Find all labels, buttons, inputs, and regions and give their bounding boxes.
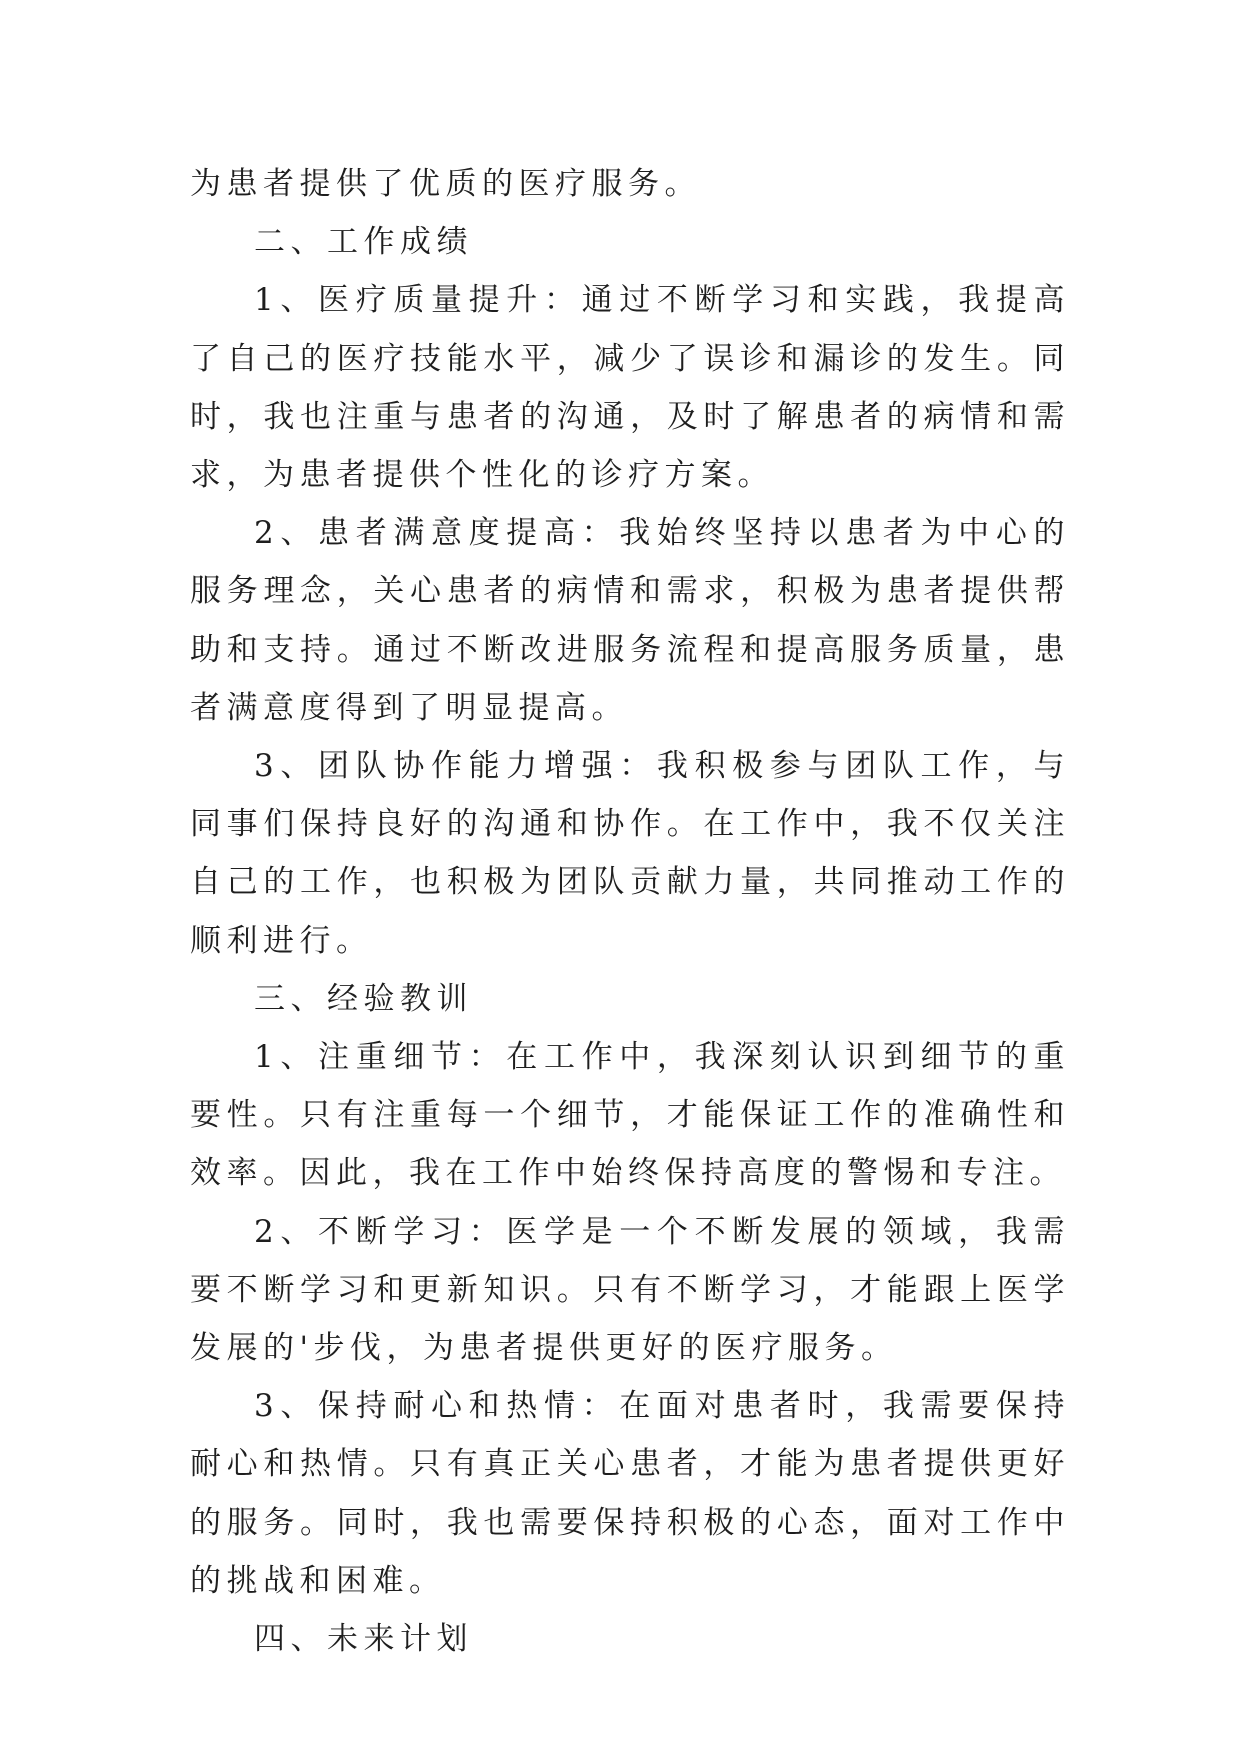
paragraph-teamwork: 3、团队协作能力增强：我积极参与团队工作，与同事们保持良好的沟通和协作。在工作中，我不仅关注自己的工作，也积极为团队贡献力量，共同推动工作的顺利进行。: [190, 748, 1070, 959]
paragraph-patience: 3、保持耐心和热情：在面对患者时，我需要保持耐心和热情。只有真正关心患者，才能为患者提供更好的服务。同时，我也需要保持积极的心态，面对工作中的挑战和困难。: [190, 1388, 1070, 1599]
paragraph-continuation: 为患者提供了优质的医疗服务。: [190, 166, 701, 202]
paragraph-learning: 2、不断学习：医学是一个不断发展的领域，我需要不断学习和更新知识。只有不断学习，才能跟上医学发展的'步伐，为患者提供更好的医疗服务。: [190, 1213, 1070, 1367]
paragraph-medical-quality: 1、医疗质量提升：通过不断学习和实践，我提高了自己的医疗技能水平，减少了误诊和漏诊的发生。同时，我也注重与患者的沟通，及时了解患者的病情和需求，为患者提供个性化的诊疗方案。: [190, 282, 1070, 494]
section-heading-future-plan: 四、未来计划: [254, 1621, 473, 1658]
document-body: [190, 155, 1070, 1668]
section-heading-lessons: 三、经验教训: [254, 980, 473, 1017]
paragraph-patient-satisfaction: 2、患者满意度提高：我始终坚持以患者为中心的服务理念，关心患者的病情和需求，积极为患者提供帮助和支持。通过不断改进服务流程和提高服务质量，患者满意度得到了明显提高。: [190, 515, 1070, 726]
paragraph-details: 1、注重细节：在工作中，我深刻认识到细节的重要性。只有注重每一个细节，才能保证工作的准确性和效率。因此，我在工作中始终保持高度的警惕和专注。: [190, 1039, 1070, 1192]
section-heading-achievements: 二、工作成绩: [254, 224, 473, 261]
